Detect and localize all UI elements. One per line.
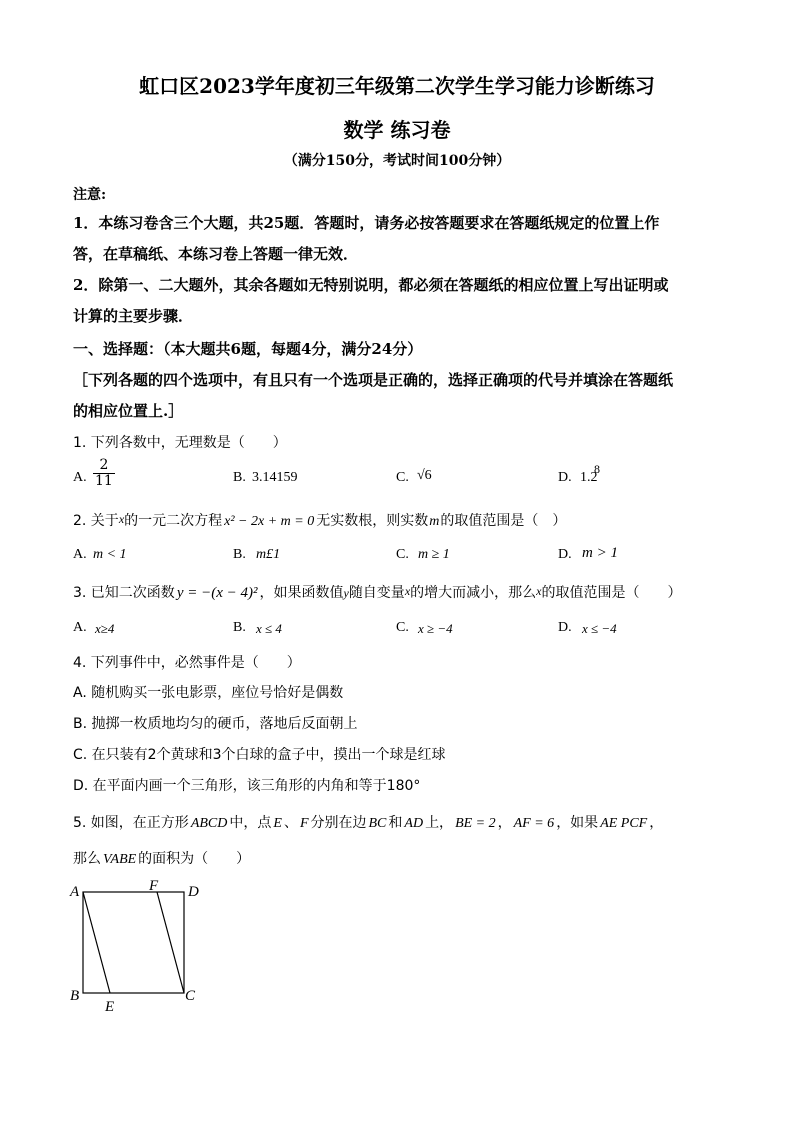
label-d: D — [188, 884, 199, 900]
q4-stem: 4. 下列事件中，必然事件是（ ） — [73, 655, 301, 671]
q2-option-a-value: m < 1 — [93, 547, 127, 562]
q2-option-d-label: D. — [558, 547, 572, 562]
q5-be-length: BE = 2 — [455, 816, 496, 831]
notes-item-2-line-2: 计算的主要步骤． — [73, 307, 194, 325]
q3-option-b-value: x ≤ 4 — [256, 621, 282, 636]
q1-option-a-denominator: 11 — [95, 473, 113, 490]
q2-var-x: x — [118, 512, 125, 526]
page-subtitle: 数学 练习卷 — [343, 118, 451, 142]
q2-option-b-label: B. — [233, 547, 246, 562]
q3-stem — [73, 582, 681, 602]
q1-option-c-value: √6 — [417, 468, 432, 483]
q3-function: y = −(x − 4)² — [176, 585, 258, 601]
q3-option-c-label: C. — [396, 620, 409, 635]
q1-option-b-value: 3.14159 — [252, 470, 298, 485]
q5-text-g: 那么 — [73, 851, 101, 867]
page-title: 虹口区2023学年度初三年级第二次学生学习能力诊断练习 — [139, 74, 655, 98]
q2-stem — [73, 510, 566, 530]
q5-line-1 — [73, 812, 663, 832]
q2-stem-part-b: 的一元二次方程 — [124, 513, 223, 529]
q3-option-c-value: x ≥ −4 — [418, 621, 453, 636]
q4-option-a: A. 随机购买一张电影票，座位号恰好是偶数 — [73, 685, 344, 701]
q5-line-2 — [73, 848, 250, 868]
segment-ae — [83, 892, 110, 993]
label-f: F — [149, 878, 159, 894]
q2-option-a-label: A. — [73, 547, 87, 562]
q5-parallel-condition: AE PCF — [600, 816, 648, 831]
q3-var-x: x — [404, 584, 411, 598]
q5-text-a: 5. 如图，在正方形 — [73, 815, 189, 831]
q5-side-bc: BC — [368, 816, 387, 831]
q3-option-a-value: x≥4 — [95, 621, 115, 636]
q2-option-b-value: m£1 — [256, 547, 281, 562]
q5-text-h: 的面积为（ ） — [138, 851, 251, 867]
q4-option-b: B. 抛掷一枚质地均匀的硬币，落地后反面朝上 — [73, 716, 358, 732]
q1-option-a-label: A. — [73, 470, 87, 485]
q5-separator: 、 — [283, 815, 298, 831]
label-b: B — [70, 988, 80, 1004]
q3-option-a-label: A. — [73, 620, 87, 635]
q2-equation: x² − 2x + m = 0 — [224, 514, 315, 529]
q5-text-d: 上， — [425, 815, 454, 831]
square-outline — [83, 892, 184, 993]
section-heading: 一、选择题：（本大题共6题，每题4分，满分24分） — [73, 340, 423, 358]
label-c: C — [185, 988, 196, 1004]
q2-stem-part-d: 的取值范围是（ ） — [440, 513, 567, 529]
q1-option-a-numerator: 2 — [93, 458, 115, 474]
q4-option-c: C. 在只装有2个黄球和3个白球的盒子中，摸出一个球是红球 — [73, 747, 446, 763]
q3-stem-part-a: 3. 已知二次函数 — [73, 585, 175, 601]
section-instruction-line-1: ［下列各题的四个选项中，有且只有一个选项是正确的，选择正确项的代号并填涂在答题纸 — [73, 371, 674, 389]
notes-item-2-line-1: 2．除第一、二大题外，其余各题如无特别说明，都必须在答题纸的相应位置上写出证明或 — [73, 276, 669, 294]
exam-meta: （满分150分，考试时间100分钟） — [283, 153, 511, 169]
q2-stem-part-a: 2. 关于 — [73, 513, 119, 529]
notes-item-1-line-1: 1．本练习卷含三个大题，共25题．答题时，请务必按答题要求在答题纸规定的位置上作 — [73, 214, 660, 232]
q2-option-d-value: m > 1 — [582, 545, 618, 561]
q3-stem-part-d: 的增大而减小，那么 — [410, 585, 537, 601]
label-e: E — [105, 999, 115, 1015]
q3-option-b-label: B. — [233, 620, 246, 635]
q4-option-d: D. 在平面内画一个三角形，该三角形的内角和等于180° — [73, 778, 421, 794]
q3-var-x-second: x — [536, 584, 542, 598]
q5-side-ad: AD — [404, 816, 424, 831]
q3-stem-part-c: 随自变量 — [348, 585, 405, 601]
q5-point-e: E — [273, 816, 282, 831]
q1-stem: 1. 下列各数中，无理数是（ ） — [73, 435, 287, 451]
q5-text-e: ，如果 — [556, 815, 599, 831]
q5-text-c: 分别在边 — [310, 815, 367, 831]
q3-option-d-value: x ≤ −4 — [582, 621, 617, 636]
segment-fc — [157, 892, 184, 993]
q1-option-b-label: B. — [233, 470, 246, 485]
q1-option-d-value: 1.2 — [580, 470, 598, 485]
notes-item-1-line-2: 答，在草稿纸、本练习卷上答题一律无效． — [73, 245, 359, 263]
q5-and: 和 — [388, 815, 403, 831]
q3-var-y: y — [343, 586, 349, 600]
q2-option-c-value: m ≥ 1 — [418, 547, 450, 562]
q5-triangle: VABE — [103, 852, 137, 867]
q2-option-c-label: C. — [396, 547, 409, 562]
q5-square-name: ABCD — [190, 816, 228, 831]
q1-option-d-repeating-digit: 8 — [594, 462, 600, 476]
q5-point-f: F — [299, 816, 309, 831]
q5-text-b: 中，点 — [229, 815, 272, 831]
q1-option-a-fraction — [93, 458, 115, 490]
q2-stem-part-c: 无实数根，则实数 — [316, 513, 429, 529]
q2-var-m: m — [429, 514, 440, 529]
label-a: A — [70, 884, 80, 900]
notes-heading: 注意: — [73, 187, 107, 203]
q5-af-length: AF = 6 — [513, 816, 555, 831]
square-figure — [60, 870, 210, 1015]
q5-text-f: ， — [649, 815, 664, 831]
section-instruction-line-2: 的相应位置上.］ — [73, 402, 184, 420]
q1-option-c-label: C. — [396, 470, 409, 485]
q3-stem-part-b: ，如果函数值 — [259, 585, 344, 601]
q3-option-d-label: D. — [558, 620, 572, 635]
q1-option-d-label: D. — [558, 470, 572, 485]
q3-stem-part-e: 的取值范围是（ ） — [541, 585, 682, 601]
q5-comma: ， — [497, 815, 512, 831]
